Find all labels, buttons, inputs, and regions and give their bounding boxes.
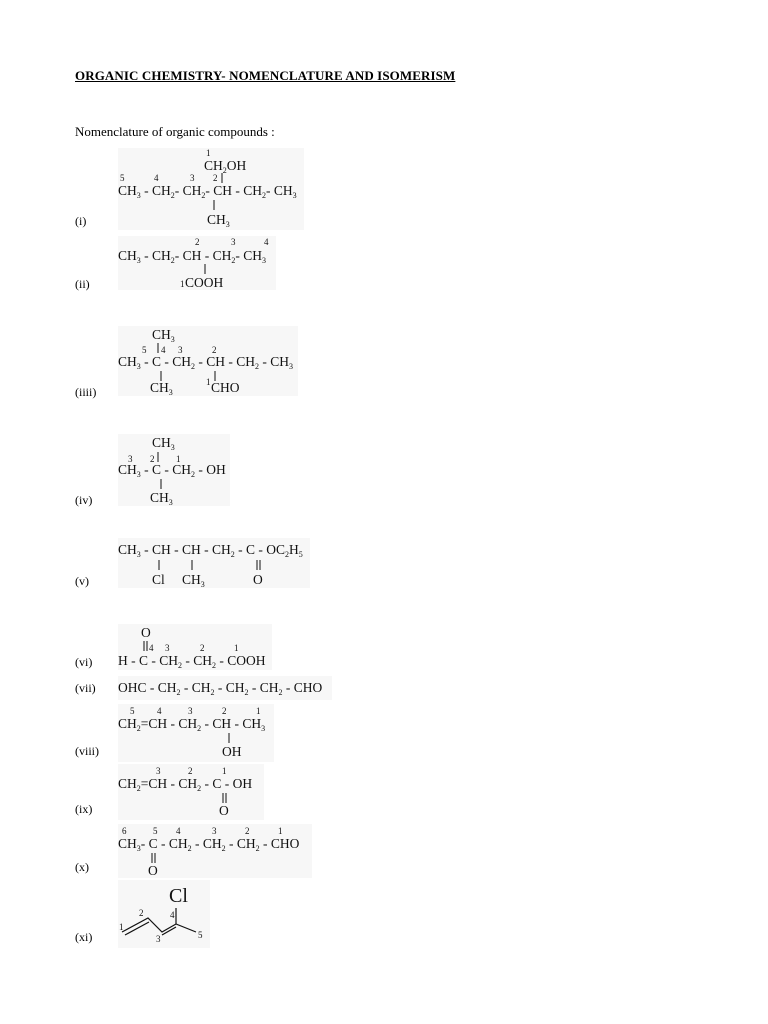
document-title: ORGANIC CHEMISTRY- NOMENCLATURE AND ISOMERISM bbox=[75, 68, 456, 83]
svg-text:CH3: $CH_3$ bbox=[150, 380, 173, 396]
svg-text:3: 3 bbox=[178, 345, 183, 355]
svg-text:2: 2 bbox=[139, 908, 144, 918]
svg-text:CH3 - C - CH2 - OH: $CH_3$ - C - $CH_2$ - OH bbox=[118, 462, 226, 479]
svg-text:1: 1 bbox=[278, 826, 283, 836]
svg-text:4: 4 bbox=[154, 173, 159, 183]
svg-text:CH2=CH - CH2 - C - OH: $CH_2=CH - CH_2 - C$ - OH bbox=[118, 776, 253, 793]
structure-xi bbox=[118, 880, 210, 948]
svg-text:CH3: $CH_3$ bbox=[207, 212, 230, 229]
svg-text:4: 4 bbox=[161, 345, 166, 355]
compound-label-vi: (vi) bbox=[75, 655, 93, 669]
chloro-substituent: Cl bbox=[169, 885, 188, 907]
compound-label-ii: (ii) bbox=[75, 277, 90, 291]
svg-text:O: O bbox=[253, 572, 263, 587]
svg-text:2: 2 bbox=[188, 766, 193, 776]
svg-text:CH3: $CH_3$ bbox=[152, 435, 175, 452]
svg-text:CH2OH: $CH_2OH$ bbox=[204, 158, 247, 175]
svg-text:3: 3 bbox=[231, 237, 236, 247]
structure-x bbox=[118, 824, 312, 878]
svg-text:O: O bbox=[148, 863, 158, 878]
svg-text:2: 2 bbox=[195, 237, 200, 247]
svg-text:1: 1 bbox=[180, 279, 185, 289]
svg-text:2: 2 bbox=[222, 706, 227, 716]
compound-label-ix: (ix) bbox=[75, 802, 93, 816]
svg-text:CH3: $CH_3$ bbox=[152, 327, 175, 344]
svg-text:1: 1 bbox=[176, 454, 181, 464]
svg-text:4: 4 bbox=[170, 910, 175, 920]
svg-text:3: 3 bbox=[190, 173, 195, 183]
svg-text:2: 2 bbox=[200, 643, 205, 653]
svg-text:4: 4 bbox=[176, 826, 181, 836]
svg-text:CH2=CH - CH2 - CH - CH3: $CH_2=CH - CH_2$ - CH - $CH_3$ bbox=[118, 716, 266, 733]
section-heading: Nomenclature of organic compounds : bbox=[75, 124, 275, 139]
svg-text:CHO: CHO bbox=[211, 380, 240, 395]
svg-text:5: 5 bbox=[120, 173, 125, 183]
svg-text:H - C - CH2 - CH2 - COOH: H - C - $CH_2 - CH_2$ - COOH bbox=[118, 653, 266, 670]
svg-text:Cl: Cl bbox=[152, 572, 165, 587]
svg-text:OHC - CH2 - CH2 - CH2 - CH2 -: OHC - $CH_2 - CH_2 - CH_2 - CH_2$ - CHO bbox=[118, 680, 323, 697]
compound-label-xi: (xi) bbox=[75, 930, 93, 944]
svg-text:4: 4 bbox=[157, 706, 162, 716]
svg-text:1: 1 bbox=[206, 377, 211, 387]
svg-text:1: 1 bbox=[206, 148, 211, 158]
compound-label-iii: (iiii) bbox=[75, 385, 97, 399]
compound-label-x: (x) bbox=[75, 860, 89, 874]
svg-text:O: O bbox=[141, 625, 151, 640]
svg-text:5: 5 bbox=[153, 826, 158, 836]
svg-text:1: 1 bbox=[234, 643, 239, 653]
svg-text:COOH: COOH bbox=[185, 275, 224, 290]
svg-text:5: 5 bbox=[142, 345, 147, 355]
svg-text:CH3: $CH_3$ bbox=[150, 490, 173, 506]
svg-text:CH3 - CH2- CH2- CH - CH2- CH3: $CH_3 - CH_2-$ $CH_2-$ CH - $CH_2-$ $CH_3$ bbox=[118, 183, 297, 200]
svg-text:CH3 - C - CH2 - CH - CH2 - CH3: $CH_3$ - C - $CH_2$ - CH - $CH_2 - CH_3$ bbox=[118, 354, 294, 371]
svg-text:CH3: $CH_3$ bbox=[182, 572, 205, 588]
svg-text:CH3- C - CH2 - CH2 - CH2 - CHO: $CH_3-$ C - $CH_2 - CH_2 - CH_2$ - CHO bbox=[118, 836, 300, 853]
compound-label-v: (v) bbox=[75, 574, 89, 588]
structure-vi bbox=[118, 624, 272, 670]
svg-text:CH3 - CH - CH - CH2 - C - OC2H: $CH_3$ - CH - CH - $CH_2$ - C - $OC_2H_5$ bbox=[118, 542, 303, 559]
svg-text:1: 1 bbox=[119, 922, 124, 932]
svg-text:2: 2 bbox=[212, 345, 217, 355]
compound-label-i: (i) bbox=[75, 214, 87, 228]
svg-text:5: 5 bbox=[130, 706, 135, 716]
compound-label-iv: (iv) bbox=[75, 493, 93, 507]
structure-v bbox=[118, 538, 310, 588]
svg-text:1: 1 bbox=[222, 766, 227, 776]
svg-text:2: 2 bbox=[245, 826, 250, 836]
structure-iv bbox=[118, 434, 230, 506]
svg-text:CH3 - CH2- CH - CH2- CH3: $CH_3 - CH_2-$ CH - $CH_2-$ $CH_3$ bbox=[118, 248, 267, 265]
svg-text:3: 3 bbox=[128, 454, 133, 464]
svg-text:3: 3 bbox=[165, 643, 170, 653]
svg-text:5: 5 bbox=[198, 930, 203, 940]
compound-label-viii: (viii) bbox=[75, 744, 99, 758]
structure-viii bbox=[118, 704, 274, 762]
svg-text:3: 3 bbox=[212, 826, 217, 836]
svg-text:2: 2 bbox=[213, 173, 218, 183]
svg-text:2: 2 bbox=[150, 454, 155, 464]
svg-text:1: 1 bbox=[256, 706, 261, 716]
svg-text:O: O bbox=[219, 803, 229, 818]
structure-iii bbox=[118, 326, 298, 396]
svg-text:3: 3 bbox=[156, 934, 161, 944]
svg-text:3: 3 bbox=[188, 706, 193, 716]
structure-vii bbox=[118, 676, 332, 700]
structure-i bbox=[118, 148, 304, 230]
structure-ix bbox=[118, 764, 264, 820]
svg-text:3: 3 bbox=[156, 766, 161, 776]
structure-ii bbox=[118, 236, 276, 290]
svg-text:4: 4 bbox=[149, 643, 154, 653]
svg-text:6: 6 bbox=[122, 826, 127, 836]
svg-text:4: 4 bbox=[264, 237, 269, 247]
svg-text:OH: OH bbox=[222, 744, 242, 759]
compound-label-vii: (vii) bbox=[75, 681, 96, 695]
